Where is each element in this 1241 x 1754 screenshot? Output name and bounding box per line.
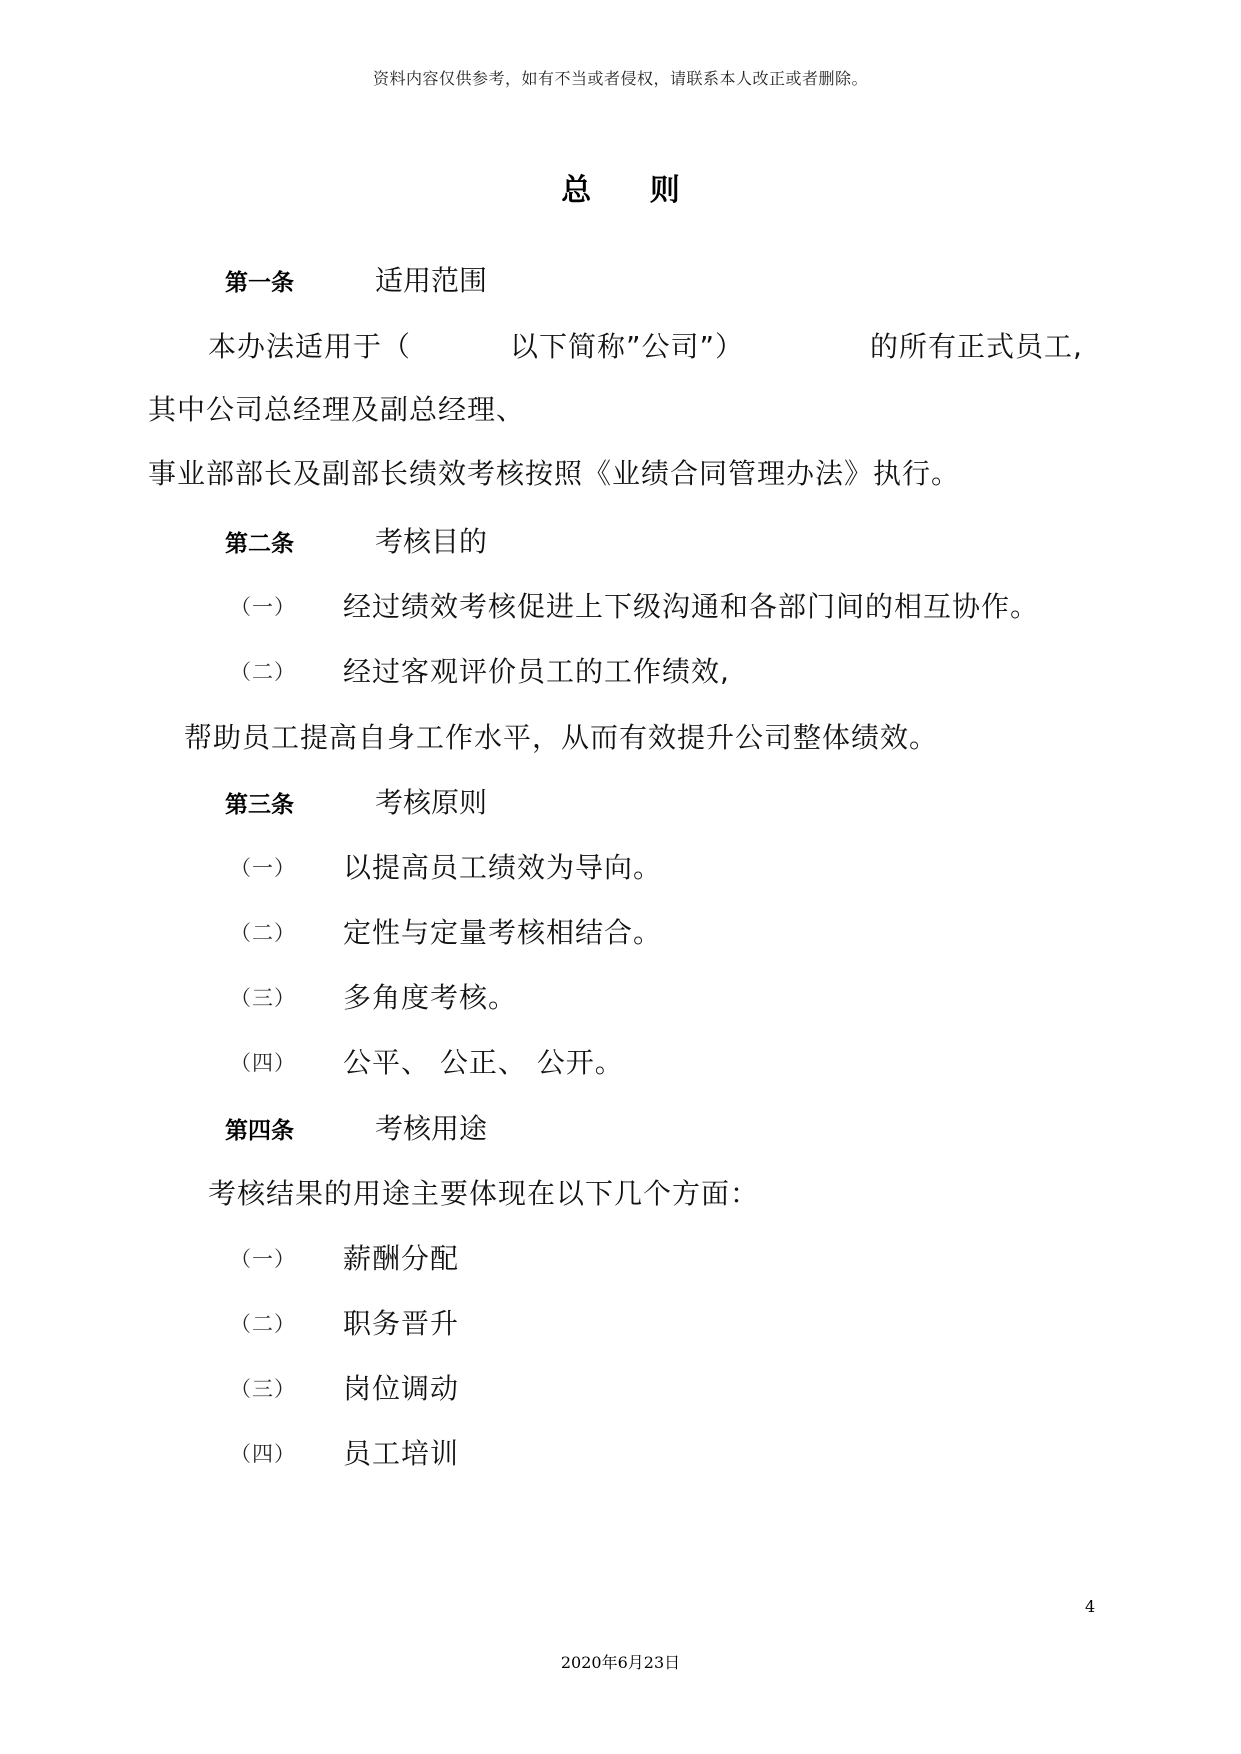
header-disclaimer: 资料内容仅供参考，如有不当或者侵权，请联系本人改正或者删除。 bbox=[372, 69, 868, 88]
article-4-item-2-num: （二） bbox=[230, 1312, 296, 1336]
article-2-item-1-text: 经过绩效考核促进上下级沟通和各部门间的相互协作。 bbox=[343, 590, 1040, 623]
article-4-item-3-text: 岗位调动 bbox=[343, 1372, 460, 1405]
article-3-item-3-num: （三） bbox=[230, 986, 296, 1010]
page-number: 4 bbox=[1085, 1597, 1096, 1616]
article-1-scope-part1: 本办法适用于（ bbox=[208, 330, 412, 363]
article-3-item-4-text: 公平、 公正、 公开。 bbox=[343, 1046, 624, 1079]
article-1-label: 第一条 bbox=[225, 269, 294, 296]
article-2-label: 第二条 bbox=[225, 530, 294, 557]
article-4-item-3-num: （三） bbox=[230, 1377, 296, 1401]
page-title: 总 则 bbox=[561, 173, 704, 208]
article-4-item-4-num: （四） bbox=[230, 1442, 296, 1466]
article-2-item-1-num: （一） bbox=[230, 595, 296, 619]
article-2-title: 考核目的 bbox=[375, 525, 488, 558]
article-3-item-1-text: 以提高员工绩效为导向。 bbox=[343, 851, 663, 884]
article-3-item-1-num: （一） bbox=[230, 856, 296, 880]
article-4-item-1-text: 薪酬分配 bbox=[343, 1242, 460, 1275]
article-1-scope-line2: 其中公司总经理及副总经理、 bbox=[148, 393, 526, 426]
article-1-scope-line3: 事业部部长及副部长绩效考核按照《业绩合同管理办法》执行。 bbox=[148, 457, 961, 490]
article-4-label: 第四条 bbox=[225, 1117, 294, 1144]
article-1-scope-part2: 以下简称”公司”） bbox=[510, 330, 745, 363]
article-2-item-2-num: （二） bbox=[230, 660, 296, 684]
article-4-item-4-text: 员工培训 bbox=[343, 1437, 460, 1470]
article-2-item-2-text: 经过客观评价员工的工作绩效, bbox=[343, 655, 730, 688]
article-4-title: 考核用途 bbox=[375, 1112, 488, 1145]
article-4-intro: 考核结果的用途主要体现在以下几个方面： bbox=[208, 1177, 760, 1210]
article-3-item-2-text: 定性与定量考核相结合。 bbox=[343, 916, 663, 949]
article-3-item-2-num: （二） bbox=[230, 921, 296, 945]
article-3-label: 第三条 bbox=[225, 791, 294, 818]
article-3-item-4-num: （四） bbox=[230, 1051, 296, 1075]
article-4-item-1-num: （一） bbox=[230, 1247, 296, 1271]
article-4-item-2-text: 职务晋升 bbox=[343, 1307, 460, 1340]
article-1-scope-part3: 的所有正式员工, bbox=[870, 330, 1083, 363]
article-2-continuation: 帮助员工提高自身工作水平，从而有效提升公司整体绩效。 bbox=[184, 721, 939, 754]
article-1-title: 适用范围 bbox=[375, 264, 488, 297]
article-3-title: 考核原则 bbox=[375, 786, 488, 819]
footer-date: 2020年6月23日 bbox=[560, 1653, 681, 1672]
article-3-item-3-text: 多角度考核。 bbox=[343, 981, 518, 1014]
